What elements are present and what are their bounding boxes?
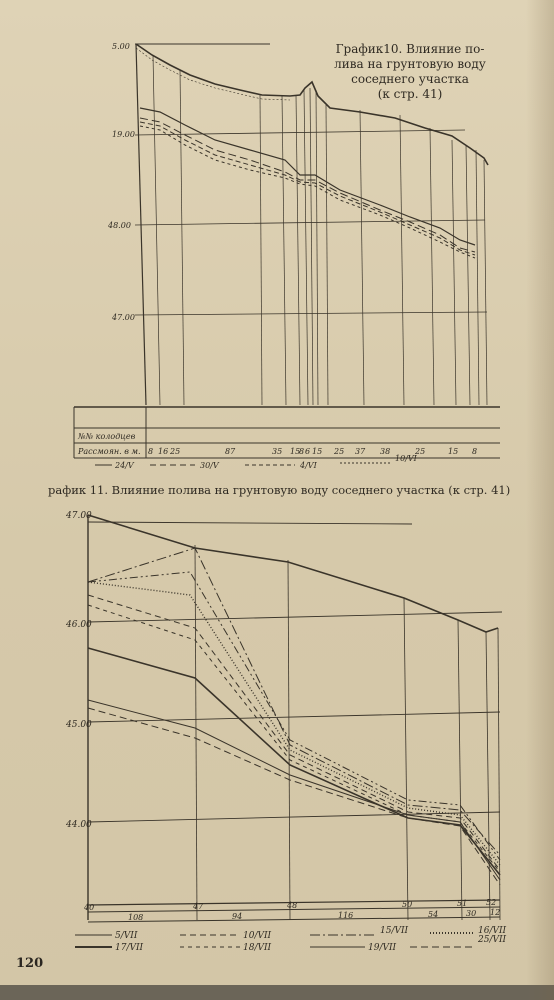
grid-line [88,812,500,822]
series-line-10-vi [140,126,475,258]
figure2-legend-item: 16/VII [478,926,507,936]
figure1-distance-cell: 6 [305,447,311,456]
figure2-legend-item: 10/VII [243,931,272,941]
figure1-legend-item: 30/V [200,461,219,470]
grid-line [260,95,262,405]
figure2-distance-cell: 30 [466,909,477,918]
grid-line [458,620,462,920]
figure1-distance-row [148,447,477,456]
figure1-legend-item: 10/VI [395,454,417,463]
scan-edge [0,985,554,1000]
figure2-distance-cell: 12 [490,908,501,917]
grid-line [400,115,404,405]
figure1-distance-cell: 8 [299,447,305,456]
figure1-distance-cell: 25 [170,447,181,456]
figure2-well-number: 47 [193,902,204,911]
figure1-title-line: соседнего участка [351,72,469,86]
grid-line [326,105,328,405]
grid-line [135,312,487,315]
figure1-distance-cell: 15 [448,447,459,456]
figure2-legend-item: 25/VII [478,935,507,945]
figure1-distance-cell: 25 [334,447,345,456]
figure2-legend-item: 15/VII [380,926,409,936]
grid-line [430,128,434,405]
figure1-distance-cell: 87 [225,447,236,456]
grid-line [304,90,308,405]
figure2-distance-row [128,908,500,922]
figure1-plot [74,44,500,458]
series-line-18-vii [88,605,500,872]
figure1-legend-item: 24/V [115,461,134,470]
figure1-y-tick: 47.00 [112,313,135,322]
series-line-10-vii [88,595,500,870]
grid-line [135,220,485,225]
figure2-well-number: 50 [402,900,413,909]
figure1-row-label: №№ колодцев [78,432,136,441]
figure2-legend-item: 18/VII [243,943,272,953]
ground-surface-hatch [136,48,290,100]
grid-line [88,712,500,722]
figure2-y-tick: 47.00 [66,511,92,521]
figure1-distance-cell: 25 [415,447,426,456]
figure1-title-line: (к стр. 41) [377,87,443,101]
page-number: 120 [16,956,44,971]
figure2-legend-item: 19/VII [368,943,397,953]
figure2-y-tick: 45.00 [66,720,92,730]
grid-line [476,150,479,405]
series-line-19-vii [88,700,500,880]
figure1-distance-cell: 8 [148,447,154,456]
figure2-distance-cell: 94 [232,912,243,921]
grid-line [498,628,500,920]
figure2-plot [88,515,502,922]
figure1-title-line: лива на грунтовую воду [334,57,486,71]
figure1-distance-cell: 38 [380,447,391,456]
grid-line [316,90,318,405]
grid-line [180,70,184,405]
figure1-y-tick: 5.00 [112,42,130,51]
grid-line [282,95,286,405]
figure1-row-label: Рассмоян. в м. [78,447,141,456]
figure1-title-line: График10. Влияние по- [335,42,485,56]
figure2-legend-item: 5/VII [115,931,138,941]
figure2-well-number: 48 [287,901,298,910]
grid-line [310,88,313,405]
grid-line [88,522,412,524]
figure1-y-tick: 19.00 [112,130,135,139]
grid-line [88,612,502,622]
figure2-well-number: 52 [486,898,497,907]
series-line-17-vii [88,648,500,875]
figure1-y-tick: 48.00 [108,221,131,230]
series-line-25-vii [88,708,500,885]
figure2-well-number: 51 [457,899,468,908]
grid-line [466,145,470,405]
figure2-distance-cell: 116 [338,911,354,920]
figure2-distance-cell: 108 [128,913,144,922]
grid-line [452,140,456,405]
figure2-legend-item: 17/VII [115,943,144,953]
figure2-distance-cell: 54 [428,910,439,919]
figure1-distance-cell: 15 [312,447,323,456]
figure1-distance-cell: 16 [158,447,169,456]
figure1-distance-cell: 15 [290,447,301,456]
grid-line [486,632,490,920]
grid-line [484,160,487,405]
figure2-title: рафик 11. Влияние полива на грунтовую воду соседнего участка (к стр. 41) [48,483,511,497]
grid-line [153,55,160,405]
figure1-legend-item: 4/VI [300,461,317,470]
figure2-well-number: 40 [84,903,95,912]
grid-line [404,598,408,920]
grid-line [195,545,197,920]
series-line-5-vii [88,548,500,855]
figure2-y-tick: 44.00 [66,820,92,830]
figure1-distance-cell: 37 [355,447,366,456]
ground-surface-line [136,44,488,165]
figure1-distance-cell: 35 [272,447,283,456]
table-rule [88,917,500,922]
figure2-y-tick: 46.00 [66,620,92,630]
grid-line [360,110,364,405]
grid-line [296,95,300,405]
figure1-distance-cell: 8 [472,447,478,456]
grid-line [135,130,465,135]
